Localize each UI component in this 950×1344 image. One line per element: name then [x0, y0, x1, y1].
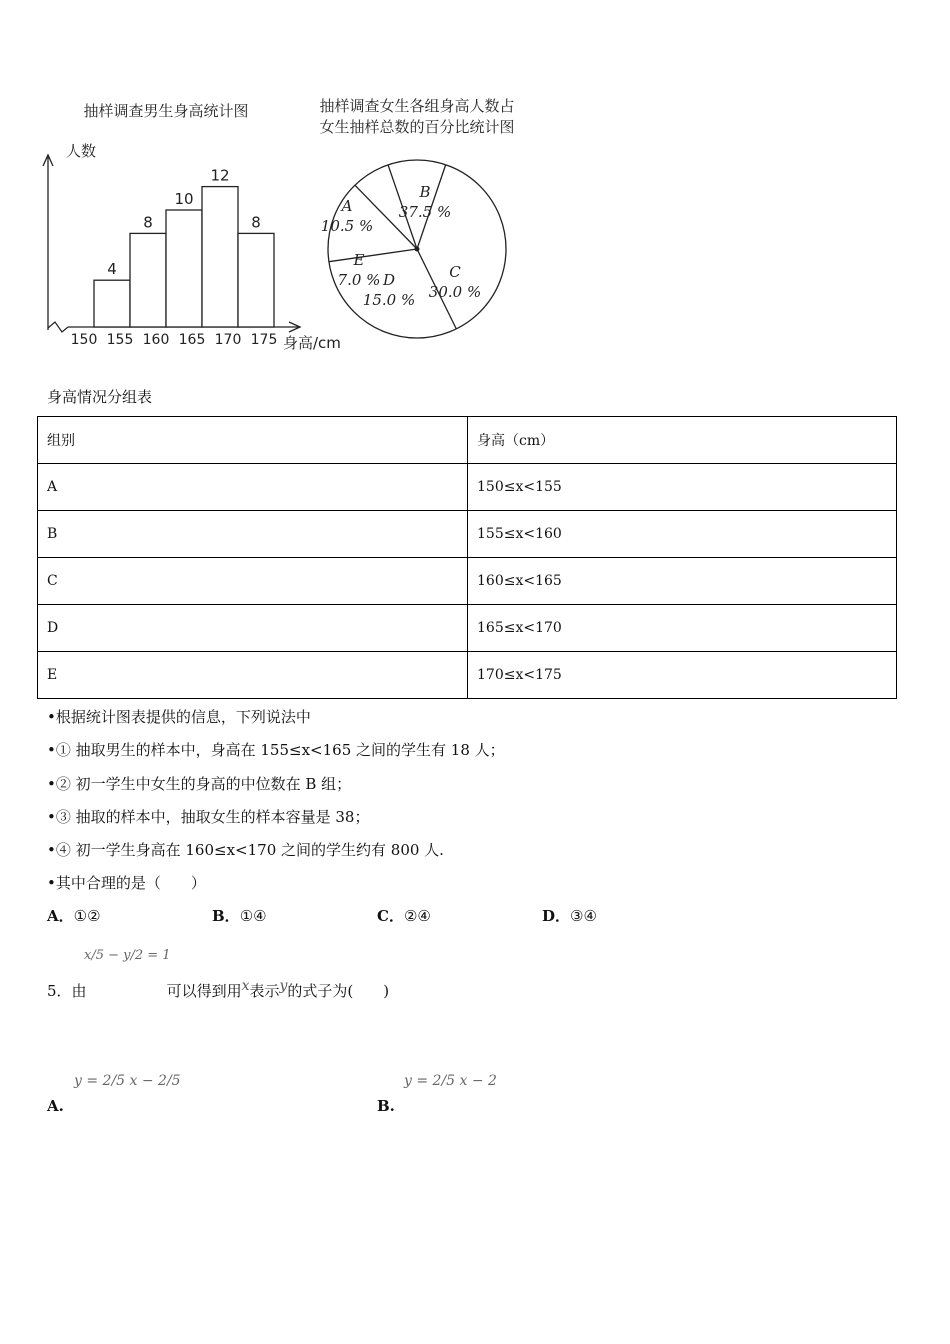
formula-a-image [74, 1070, 181, 1089]
table-row [38, 464, 897, 511]
pie-slice-percent: 7.0 % [337, 271, 381, 289]
q5-option-a[interactable] [47, 1097, 64, 1115]
statement-4: •④ 初一学生身高在 160≤x<170 之间的学生约有 800 人. [47, 841, 444, 859]
bar-chart-title: 抽样调查男生身高统计图 [83, 102, 249, 120]
option-c[interactable] [377, 905, 431, 926]
bar-165-170 [202, 187, 238, 327]
q5-option-b-letter: B. [377, 1097, 395, 1115]
pie-slice-percent: 15.0 % [362, 291, 416, 309]
var-x: x [241, 978, 250, 994]
table-row [38, 511, 897, 558]
bar-chart-xlabel: 身高/cm [283, 334, 341, 352]
group-cell: D [38, 605, 468, 652]
question5-mid: 可以得到用 [166, 982, 242, 1000]
pie-chart-slices [321, 160, 506, 338]
question-prompt: •其中合理的是（ ） [47, 874, 206, 892]
x-tick-label: 150 [70, 332, 98, 348]
x-tick-label: 165 [178, 332, 206, 348]
bar-value-label: 12 [210, 166, 230, 185]
pie-slice-percent: 30.0 % [428, 283, 482, 301]
pie-chart [319, 97, 514, 338]
bar-value-label: 8 [143, 213, 153, 232]
pie-center-dot [415, 247, 420, 252]
pie-slice-percent: 37.5 % [398, 203, 452, 221]
option-b[interactable] [212, 905, 267, 926]
height-group-table [37, 416, 897, 699]
option-a-text: ①② [73, 907, 101, 925]
bar-chart [43, 102, 341, 352]
group-cell: A [38, 464, 468, 511]
q5-option-a-letter: A. [47, 1097, 64, 1115]
group-cell: C [38, 558, 468, 605]
table-title: 身高情况分组表 [47, 388, 153, 406]
table-row [38, 605, 897, 652]
question5-represents: 表示 [249, 982, 280, 1000]
group-cell: E [38, 652, 468, 699]
x-tick-label: 155 [106, 332, 134, 348]
var-y: y [279, 978, 288, 994]
pie-slice-label: E [353, 251, 365, 269]
question5-number: 5． [47, 982, 72, 1000]
formula-a: y = 2/5 x − 2/5 [74, 1073, 181, 1089]
bar-160-165 [166, 210, 202, 327]
x-tick-label: 175 [250, 332, 278, 348]
bar-value-label: 10 [174, 190, 194, 208]
statistics-figures [0, 0, 950, 380]
bar-chart-ylabel: 人数 [66, 142, 97, 160]
question-stem: •根据统计图表提供的信息，下列说法中 [47, 708, 311, 726]
table-row [38, 558, 897, 605]
range-cell: 160≤x<165 [468, 558, 897, 605]
option-d-letter: D． [542, 907, 571, 925]
x-tick-label: 170 [214, 332, 242, 348]
formula-b: y = 2/5 x − 2 [404, 1073, 497, 1089]
option-c-letter: C． [377, 907, 404, 925]
pie-chart-title-line1: 抽样调查女生各组身高人数占 [319, 97, 515, 115]
q5-option-b[interactable] [377, 1097, 395, 1115]
bar-150-155 [94, 280, 130, 327]
bar-155-160 [130, 233, 166, 327]
bar-170-175 [238, 233, 274, 327]
option-d[interactable] [542, 905, 597, 926]
pie-slice-label: B [419, 183, 431, 201]
statement-3: •③ 抽取的样本中，抽取女生的样本容量是 38； [47, 808, 370, 826]
table-header-row [38, 417, 897, 464]
bar-chart-bars [94, 167, 274, 327]
pie-slice-label: C [449, 263, 461, 281]
equation: x/5 − y/2 = 1 [84, 948, 171, 963]
range-cell: 165≤x<170 [468, 605, 897, 652]
statement-2: •② 初一学生中女生的身高的中位数在 B 组； [47, 775, 352, 793]
pie-slice-label: A [341, 197, 353, 215]
bar-value-label: 8 [251, 213, 261, 232]
option-b-letter: B． [212, 907, 240, 925]
option-a[interactable] [47, 905, 101, 926]
header-height: 身高（cm） [468, 417, 897, 464]
range-cell: 155≤x<160 [468, 511, 897, 558]
range-cell: 170≤x<175 [468, 652, 897, 699]
header-group: 组别 [38, 417, 468, 464]
range-cell: 150≤x<155 [468, 464, 897, 511]
bar-value-label: 4 [107, 260, 117, 279]
pie-slice-percent: 10.5 % [320, 217, 374, 235]
group-cell: B [38, 511, 468, 558]
question5-text [47, 978, 389, 1001]
pie-chart-title-line2: 女生抽样总数的百分比统计图 [319, 118, 515, 136]
table-row [38, 652, 897, 699]
statement-1: •① 抽取男生的样本中，身高在 155≤x<165 之间的学生有 18 人； [47, 741, 505, 759]
question5-end: 的式子为( ) [287, 982, 390, 1000]
option-d-text: ③④ [570, 907, 597, 925]
option-c-text: ②④ [403, 907, 431, 925]
bar-chart-x-ticks [71, 332, 278, 348]
option-a-letter: A． [47, 907, 74, 925]
equation-image [84, 944, 171, 963]
x-tick-label: 160 [142, 332, 170, 348]
question5-by: 由 [71, 982, 87, 1000]
formula-b-image [404, 1070, 497, 1089]
option-b-text: ①④ [239, 907, 267, 925]
bar-chart-x-axis-break [48, 322, 68, 332]
pie-slice-label: D [382, 271, 396, 289]
